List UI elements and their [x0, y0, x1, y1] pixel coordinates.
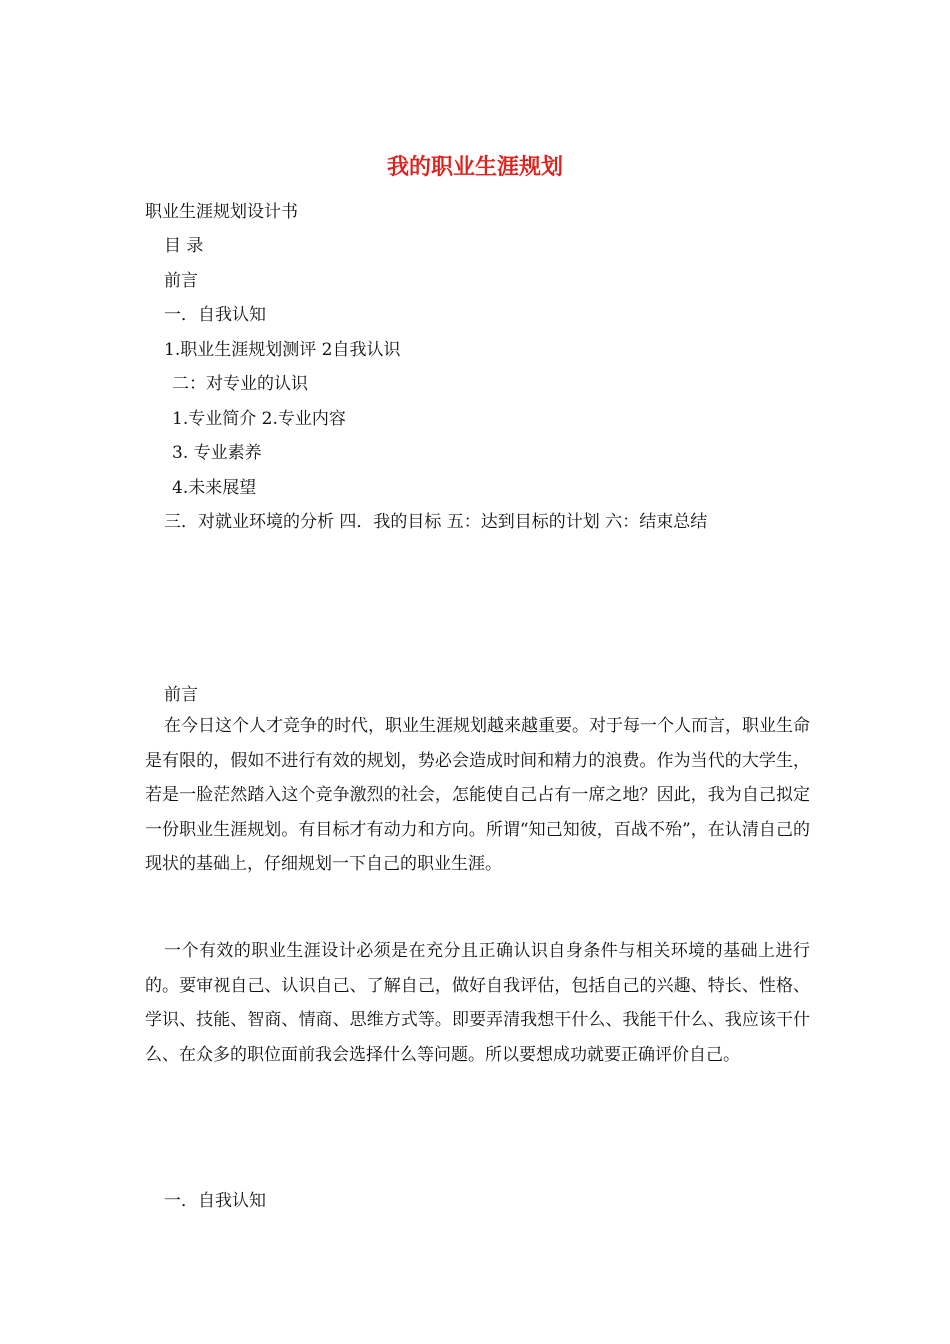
section-1-heading: 一．自我认知: [164, 1191, 266, 1211]
document-subtitle: 职业生涯规划设计书: [145, 202, 298, 222]
toc-item-career-test: 1.职业生涯规划测评 2自我认识: [164, 340, 401, 360]
toc-item-major-awareness: 二：对专业的认识: [172, 374, 308, 394]
preface-paragraph-2: 一个有效的职业生涯设计必须是在充分且正确认识自身条件与相关环境的基础上进行的。要审视自己、认识自己、了解自己，做好自我评估，包括自己的兴趣、特长、性格、学识、技能、智商、情商、思维方式等。即要弄清我想干什么、我能干什么、我应该干什么、在众多的职位面前我会选择什么等问题。所以要想成功就要正确评价自己。: [145, 941, 810, 1065]
document-title: 我的职业生涯规划: [386, 155, 563, 180]
toc-item-self-awareness: 一．自我认知: [164, 305, 266, 325]
toc-item-major-quality: 3. 专业素养: [172, 443, 262, 463]
toc-item-major-intro: 1.专业简介 2.专业内容: [172, 409, 346, 429]
toc-heading: 目 录: [164, 236, 204, 256]
preface-paragraph-1: 在今日这个人才竞争的时代，职业生涯规划越来越重要。对于每一个人而言，职业生命是有限的，假如不进行有效的规划，势必会造成时间和精力的浪费。作为当代的大学生，若是一脸茫然踏入这个竞争激烈的社会，怎能使自己占有一席之地？因此，我为自己拟定一份职业生涯规划。有目标才有动力和方向。所谓“知己知彼，百战不殆”，在认清自己的现状的基础上，仔细规划一下自己的职业生涯。: [145, 716, 810, 875]
preface-heading: 前言: [164, 685, 198, 705]
toc-item-future-outlook: 4.未来展望: [172, 478, 257, 498]
toc-item-preface: 前言: [164, 271, 198, 291]
toc-item-environment-goals: 三．对就业环境的分析 四．我的目标 五：达到目标的计划 六：结束总结: [164, 512, 708, 532]
